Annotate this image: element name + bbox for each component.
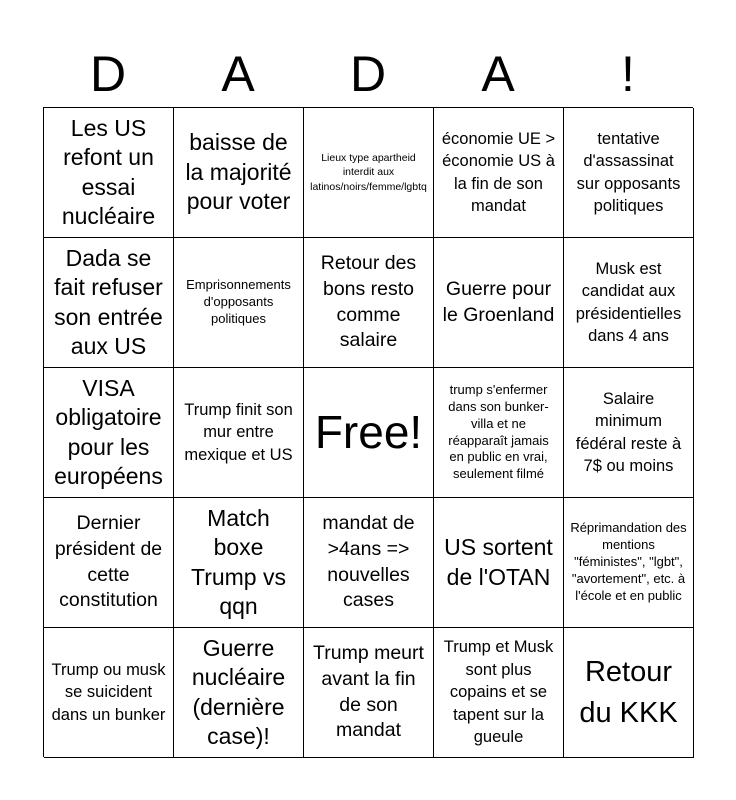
bingo-cell[interactable] <box>44 108 174 238</box>
cell-text: Emprisonnements d'opposants politiques <box>186 277 291 326</box>
header-letter-3: D <box>349 46 387 102</box>
cell-text: économie UE > économie US à la fin de son mandat <box>441 129 556 215</box>
cell-text: Salaire minimum fédéral reste à 7$ ou moins <box>575 389 682 475</box>
cell-text: tentative d'assassinat sur opposants politiques <box>576 129 681 215</box>
bingo-cell[interactable] <box>44 368 174 498</box>
header-letter-1: D <box>89 46 127 102</box>
cell-text: Dernier président de cette constitution <box>54 511 163 612</box>
bingo-board <box>43 107 693 757</box>
bingo-cell[interactable] <box>174 368 304 498</box>
bingo-cell[interactable] <box>44 628 174 758</box>
bingo-cell[interactable] <box>564 108 694 238</box>
bingo-cell[interactable] <box>44 498 174 628</box>
bingo-cell[interactable] <box>44 238 174 368</box>
free-text: Free! <box>314 406 423 459</box>
bingo-cell[interactable] <box>564 628 694 758</box>
cell-text: Retour des bons resto comme salaire <box>320 251 417 352</box>
bingo-cell[interactable] <box>434 368 564 498</box>
cell-text: Trump et Musk sont plus copains et se tapent sur la gueule <box>443 638 554 747</box>
cell-text: US sortent de l'OTAN <box>444 534 553 590</box>
cell-text: Les US refont un essai nucléaire <box>61 114 156 229</box>
bingo-header <box>43 40 693 108</box>
bingo-cell[interactable] <box>434 498 564 628</box>
cell-text: Réprimandation des mentions "féministes", "lgbt", "avortement", etc. à l'école et en public <box>570 520 687 603</box>
cell-text: Musk est candidat aux présidentielles dans 4 ans <box>575 259 682 345</box>
cell-text: trump s'enfermer dans son bunker-villa et ne réapparaît jamais en public en vrai, seulement filmé <box>448 381 549 482</box>
cell-text: Trump finit son mur entre mexique et US <box>184 400 293 464</box>
bingo-cell[interactable] <box>564 238 694 368</box>
cell-text: Retour du KKK <box>579 656 678 729</box>
cell-text: mandat de >4ans => nouvelles cases <box>322 511 415 612</box>
bingo-cell[interactable] <box>174 108 304 238</box>
header-letter-4: A <box>481 46 515 102</box>
bingo-cell[interactable] <box>304 238 434 368</box>
cell-text: Guerre nucléaire (dernière case)! <box>191 634 286 749</box>
bingo-cell[interactable] <box>174 498 304 628</box>
cell-text: Dada se fait refuser son entrée aux US <box>54 244 163 359</box>
bingo-cell[interactable] <box>174 238 304 368</box>
header-letter-2: A <box>221 46 255 102</box>
header-letter-5: ! <box>621 46 635 102</box>
bingo-cell[interactable] <box>174 628 304 758</box>
cell-text: Lieux type apartheid interdit aux latinos/noirs/femme/lgbtq <box>310 152 427 193</box>
cell-text: VISA obligatoire pour les européens <box>54 374 163 489</box>
cell-text: Trump ou musk se suicident dans un bunker <box>51 660 166 724</box>
bingo-cell[interactable] <box>434 628 564 758</box>
cell-text: Guerre pour le Groenland <box>442 277 555 326</box>
bingo-cell[interactable] <box>304 498 434 628</box>
bingo-cell[interactable] <box>304 108 434 238</box>
bingo-cell[interactable] <box>304 628 434 758</box>
free-cell[interactable] <box>304 368 434 498</box>
bingo-cell[interactable] <box>564 368 694 498</box>
cell-text: Match boxe Trump vs qqn <box>191 504 286 619</box>
bingo-cell[interactable] <box>434 238 564 368</box>
bingo-cell[interactable] <box>434 108 564 238</box>
cell-text: Trump meurt avant la fin de son mandat <box>313 641 424 742</box>
bingo-cell[interactable] <box>564 498 694 628</box>
cell-text: baisse de la majorité pour voter <box>185 129 292 215</box>
